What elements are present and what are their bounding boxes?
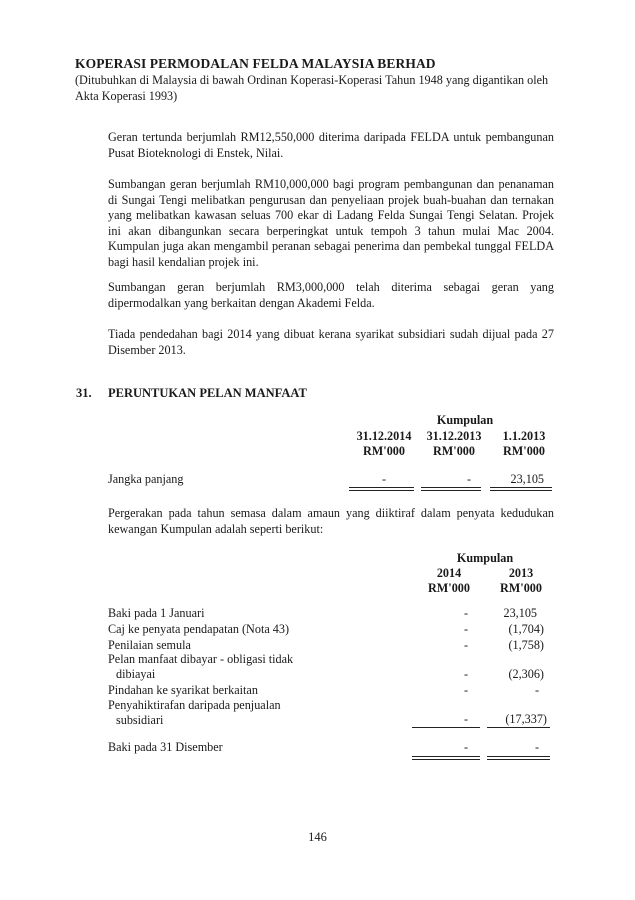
table2-cell: (2,306)	[508, 667, 544, 681]
table2-cell: (1,704)	[508, 622, 544, 636]
table2-cell: -	[463, 606, 468, 620]
table2-row-label: Penilaian semula	[108, 638, 191, 652]
table2-cell: (17,337)	[505, 712, 547, 726]
table1-col-header: 31.12.2014	[356, 429, 412, 443]
table2-cell: -	[463, 667, 468, 681]
document-title: KOPERASI PERMODALAN FELDA MALAYSIA BERHAD	[75, 56, 436, 71]
table1-unit-header: RM'000	[433, 444, 475, 458]
table1-cell: -	[381, 472, 386, 486]
table2-row-label: Penyahiktirafan daripada penjualan	[108, 698, 281, 712]
section-number: 31.	[76, 386, 92, 400]
table2-cell: -	[534, 683, 539, 697]
table2-row-label: Pelan manfaat dibayar - obligasi tidak	[108, 652, 294, 666]
table2-cell: -	[463, 683, 468, 697]
table1-unit-header: RM'000	[503, 444, 545, 458]
table2-col-header: 2013	[508, 566, 534, 580]
table2-subtotal-underline	[412, 727, 480, 728]
document-subtitle: (Ditubuhkan di Malaysia di bawah Ordinan Koperasi-Koperasi Tahun 1948 yang digantikan oleh Akta Koperasi 1993)	[75, 73, 549, 103]
paragraph-pending-grant: Geran tertunda berjumlah RM12,550,000 diterima daripada FELDA untuk pembangunan Pusat Bioteknologi di Enstek, Nilai.	[108, 130, 554, 160]
table2-group-header: Kumpulan	[456, 551, 514, 565]
table1-row-label: Jangka panjang	[108, 472, 184, 486]
table2-row-label: Baki pada 1 Januari	[108, 606, 205, 620]
table2-row-label-continued: dibiayai	[116, 667, 156, 681]
paragraph-movement: Pergerakan pada tahun semasa dalam amaun yang diiktiraf dalam penyata kedudukan kewangan Kumpulan adalah seperti berikut:	[108, 506, 554, 536]
table2-total-underline	[412, 756, 480, 760]
table1-total-underline	[490, 487, 552, 491]
table2-cell: -	[463, 638, 468, 652]
table2-cell: 23,105	[503, 606, 537, 620]
table2-cell: -	[463, 622, 468, 636]
table2-cell: (1,758)	[508, 638, 544, 652]
table1-unit-header: RM'000	[363, 444, 405, 458]
section-title: PERUNTUKAN PELAN MANFAAT	[108, 386, 307, 400]
paragraph-akademi-felda: Sumbangan geran berjumlah RM3,000,000 telah diterima sebagai geran yang dipermodalkan yang berkaitan dengan Akademi Felda.	[108, 280, 554, 310]
table2-cell: -	[534, 740, 539, 754]
table1-cell: -	[466, 472, 471, 486]
table1-col-header: 31.12.2013	[426, 429, 482, 443]
paragraph-disclosure: Tiada pendedahan bagi 2014 yang dibuat kerana syarikat subsidiari sudah dijual pada 27 Disember 2013.	[108, 327, 554, 357]
table2-row-label-continued: subsidiari	[116, 713, 164, 727]
table2-unit-header: RM'000	[500, 581, 542, 595]
table2-total-underline	[487, 756, 550, 760]
table2-row-label: Baki pada 31 Disember	[108, 740, 223, 754]
table2-row-label: Caj ke penyata pendapatan (Nota 43)	[108, 622, 290, 636]
table1-total-underline	[349, 487, 414, 491]
table1-col-header: 1.1.2013	[502, 429, 546, 443]
table2-cell: -	[463, 740, 468, 754]
table2-subtotal-underline	[487, 727, 550, 728]
table1-total-underline	[421, 487, 481, 491]
table2-col-header: 2014	[436, 566, 462, 580]
table2-unit-header: RM'000	[428, 581, 470, 595]
page-number: 146	[308, 830, 327, 844]
paragraph-sungai-tengi: Sumbangan geran berjumlah RM10,000,000 bagi program pembangunan dan penanaman di Sungai Tengi melibatkan pengurusan dan penyeliaan projek buah-buahan dan ternakan yang melibatkan kawasan seluas 700 ekar di Ladang Felda Sungai Tengi Selatan. Projek ini akan dibangunkan secara berperingkat untuk tempoh 3 tahun mulai Mac 2004. Kumpulan juga akan mengambil peranan sebagai penerima dan pembekal tunggal FELDA bagi hasil kendalian projek ini.	[108, 177, 554, 269]
table2-cell: -	[463, 712, 468, 726]
table1-group-header: Kumpulan	[436, 413, 494, 427]
table1-cell: 23,105	[510, 472, 544, 486]
table2-row-label: Pindahan ke syarikat berkaitan	[108, 683, 258, 697]
